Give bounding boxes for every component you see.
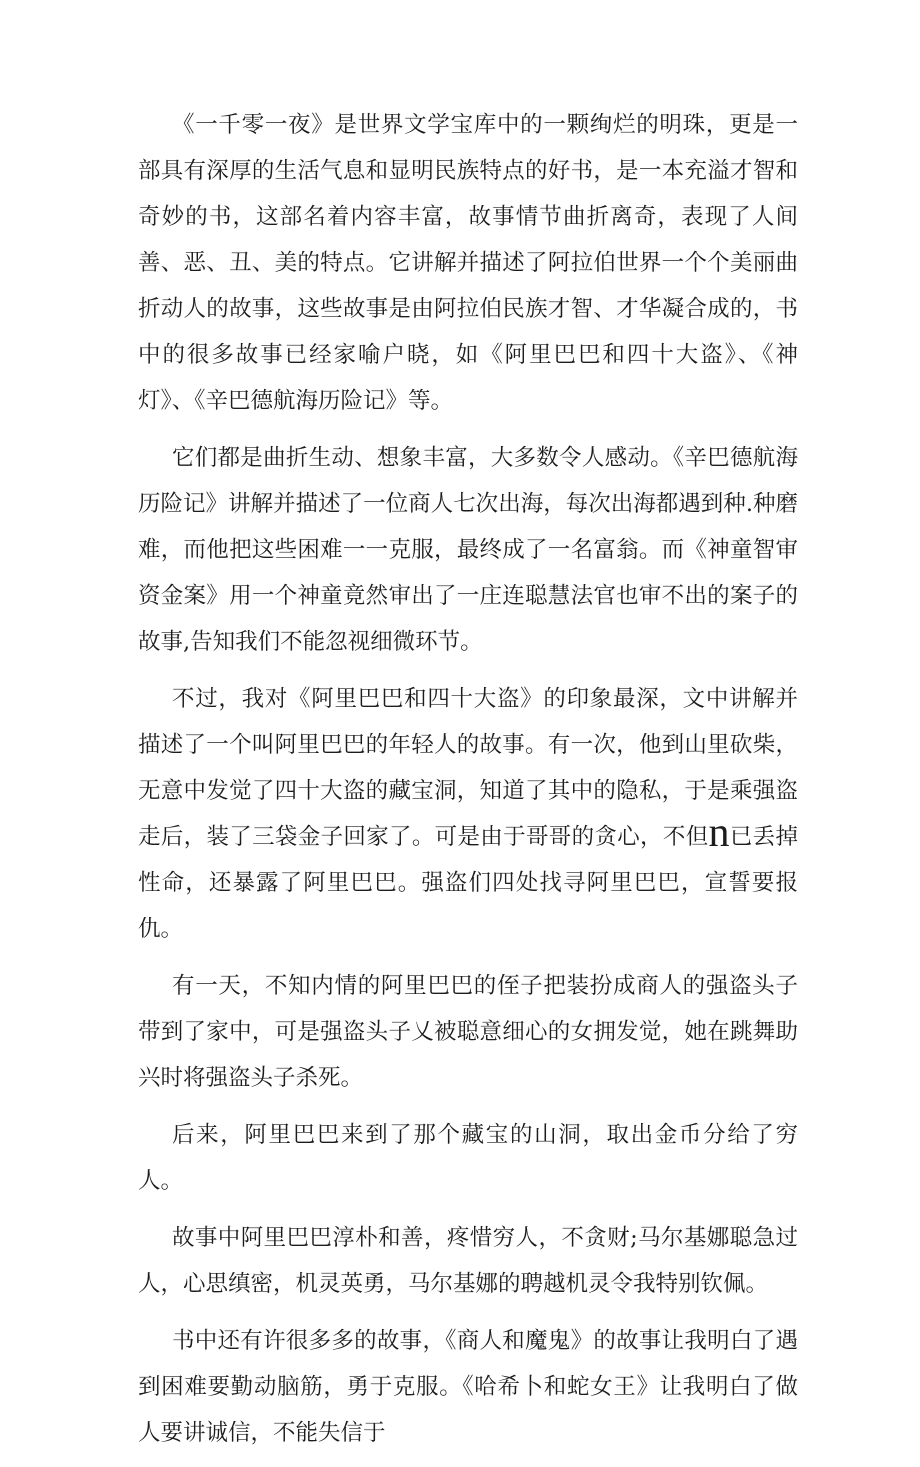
document-body — [138, 102, 798, 1467]
paragraph-3-text-before: 不过，我对《阿里巴巴和四十大盗》的印象最深，文中讲解并描述了一个叫阿里巴巴的年轻人的故事。有一次，他到山里砍柴，无意中发觉了四十大盗的藏宝洞，知道了其中的隐私，于是乘强盗走后，装了三袋金子回家了。可是由于哥哥的贪心，不但 — [138, 686, 798, 850]
paragraph-3-text-after: 已丢掉性命，还暴露了阿里巴巴。强盗们四处找寻阿里巴巴，宣誓要报仇。 — [138, 824, 798, 942]
paragraph-7: 书中还有许很多多的故事，《商人和魔鬼》的故事让我明白了遇到困难要勤动脑筋，勇于克服。《哈希卜和蛇女王》让我明白了做人要讲诚信，不能失信于 — [138, 1328, 798, 1446]
paragraph-3 — [138, 676, 798, 952]
paragraph-2: 它们都是曲折生动、想象丰富，大多数令人感动。《辛巴德航海历险记》讲解并描述了一位商人七次出海，每次出海都遇到种.种磨难，而他把这些困难一一克服，最终成了一名富翁。而《神童智审资金案》用一个神童竟然审出了一庄连聪慧法官也审不出的案子的故事,告知我们不能忽视细微环节。 — [138, 445, 798, 655]
paragraph-6: 故事中阿里巴巴淳朴和善，疼惜穷人，不贪财;马尔基娜聪急过人，心思缜密，机灵英勇，马尔基娜的聘越机灵令我特别钦佩。 — [138, 1225, 798, 1297]
stray-large-glyph: n — [708, 810, 730, 856]
paragraph-4: 有一天，不知内情的阿里巴巴的侄子把装扮成商人的强盗头子带到了家中，可是强盗头子乂被聪意细心的女拥发觉，她在跳舞助兴时将强盗头子杀死。 — [138, 973, 798, 1091]
paragraph-5: 后来，阿里巴巴来到了那个藏宝的山洞，取出金币分给了穷人。 — [138, 1122, 798, 1194]
paragraph-1: 《一千零一夜》是世界文学宝库中的一颗绚烂的明珠，更是一部具有深厚的生活气息和显明民族特点的好书，是一本充溢才智和奇妙的书，这部名着内容丰富，故事情节曲折离奇，表现了人间善、恶、丑、美的特点。它讲解并描述了阿拉伯世界一个个美丽曲折动人的故事，这些故事是由阿拉伯民族才智、才华凝合成的，书中的很多故事已经家喻户晓，如《阿里巴巴和四十大盗》、《神灯》、《辛巴德航海历险记》等。 — [138, 112, 798, 414]
